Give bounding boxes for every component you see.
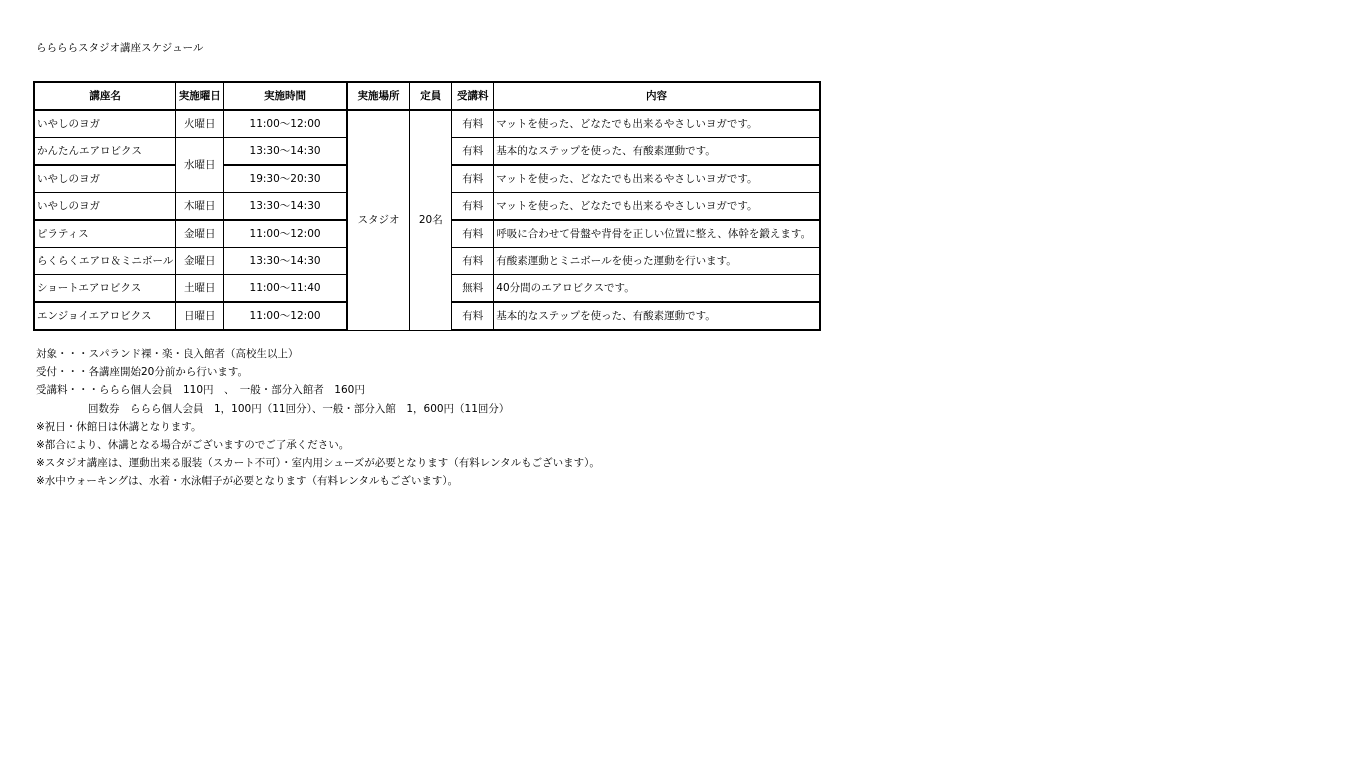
course-day: 金曜日 — [176, 248, 224, 275]
course-location: スタジオ — [347, 110, 410, 330]
course-content: マットを使った、どなたでも出来るやさしいヨガです。 — [494, 193, 820, 221]
course-time: 19:30〜20:30 — [224, 165, 347, 193]
course-content: 40分間のエアロビクスです。 — [494, 275, 820, 303]
note-holiday: ※祝日・休館日は休講となります。 — [36, 420, 202, 433]
course-name: ショートエアロビクス — [34, 275, 176, 303]
note-water-walking: ※水中ウォーキングは、水着・水泳帽子が必要となります（有料レンタルもございます）。 — [36, 475, 459, 488]
notes-section — [36, 345, 600, 491]
course-fee: 有料 — [452, 193, 494, 221]
header-capacity: 定員 — [410, 82, 452, 110]
course-content: 基本的なステップを使った、有酸素運動です。 — [494, 138, 820, 166]
course-day: 火曜日 — [176, 110, 224, 138]
course-time: 11:00〜12:00 — [224, 110, 347, 138]
course-content: マットを使った、どなたでも出来るやさしいヨガです。 — [494, 110, 820, 138]
course-day: 木曜日 — [176, 193, 224, 221]
course-fee: 無料 — [452, 275, 494, 303]
course-day: 水曜日 — [176, 138, 224, 193]
course-day: 土曜日 — [176, 275, 224, 303]
course-fee: 有料 — [452, 110, 494, 138]
course-name: ピラティス — [34, 220, 176, 248]
course-name: エンジョイエアロビクス — [34, 302, 176, 330]
course-day: 金曜日 — [176, 220, 224, 248]
course-time: 13:30〜14:30 — [224, 193, 347, 221]
header-location: 実施場所 — [347, 82, 410, 110]
course-name: いやしのヨガ — [34, 110, 176, 138]
course-content: 基本的なステップを使った、有酸素運動です。 — [494, 302, 820, 330]
note-coupon: 回数券 ららら個人会員 1，100円（11回分）、一般・部分入館 1，600円（11回分） — [88, 402, 510, 415]
course-time: 13:30〜14:30 — [224, 138, 347, 166]
course-content: 呼吸に合わせて骨盤や背骨を正しい位置に整え、体幹を鍛えます。 — [494, 220, 820, 248]
course-fee: 有料 — [452, 165, 494, 193]
note-fee: 受講料・・・ららら個人会員 110円 、 一般・部分入館者 160円 — [36, 384, 365, 397]
course-time: 11:00〜12:00 — [224, 220, 347, 248]
course-name: いやしのヨガ — [34, 165, 176, 193]
note-cancellation: ※都合により、休講となる場合がございますのでご了承ください。 — [36, 439, 350, 452]
note-reception: 受付・・・各講座開始20分前から行います。 — [36, 366, 249, 379]
course-fee: 有料 — [452, 220, 494, 248]
course-name: らくらくエアロ＆ミニボール — [34, 248, 176, 275]
page-title: ららららスタジオ講座スケジュール — [36, 42, 204, 54]
header-time: 実施時間 — [224, 82, 347, 110]
note-studio-attire: ※スタジオ講座は、運動出来る服装（スカート不可）・室内用シューズが必要となります（有料レンタルもございます）。 — [36, 457, 600, 470]
course-time: 11:00〜12:00 — [224, 302, 347, 330]
header-fee: 受講料 — [452, 82, 494, 110]
course-fee: 有料 — [452, 248, 494, 275]
course-time: 11:00〜11:40 — [224, 275, 347, 303]
course-capacity: 20名 — [410, 110, 452, 330]
course-name: いやしのヨガ — [34, 193, 176, 221]
course-time: 13:30〜14:30 — [224, 248, 347, 275]
course-content: マットを使った、どなたでも出来るやさしいヨガです。 — [494, 165, 820, 193]
course-fee: 有料 — [452, 302, 494, 330]
header-course-name: 講座名 — [34, 82, 176, 110]
header-day: 実施曜日 — [176, 82, 224, 110]
course-name: かんたんエアロビクス — [34, 138, 176, 166]
course-day: 日曜日 — [176, 302, 224, 330]
note-target: 対象・・・スパランド裸・楽・良入館者（高校生以上） — [36, 348, 299, 360]
course-fee: 有料 — [452, 138, 494, 166]
table-row — [34, 110, 820, 138]
schedule-table — [33, 81, 821, 331]
header-content: 内容 — [494, 82, 820, 110]
course-content: 有酸素運動とミニボールを使った運動を行います。 — [494, 248, 820, 275]
table-header-row — [34, 82, 820, 110]
